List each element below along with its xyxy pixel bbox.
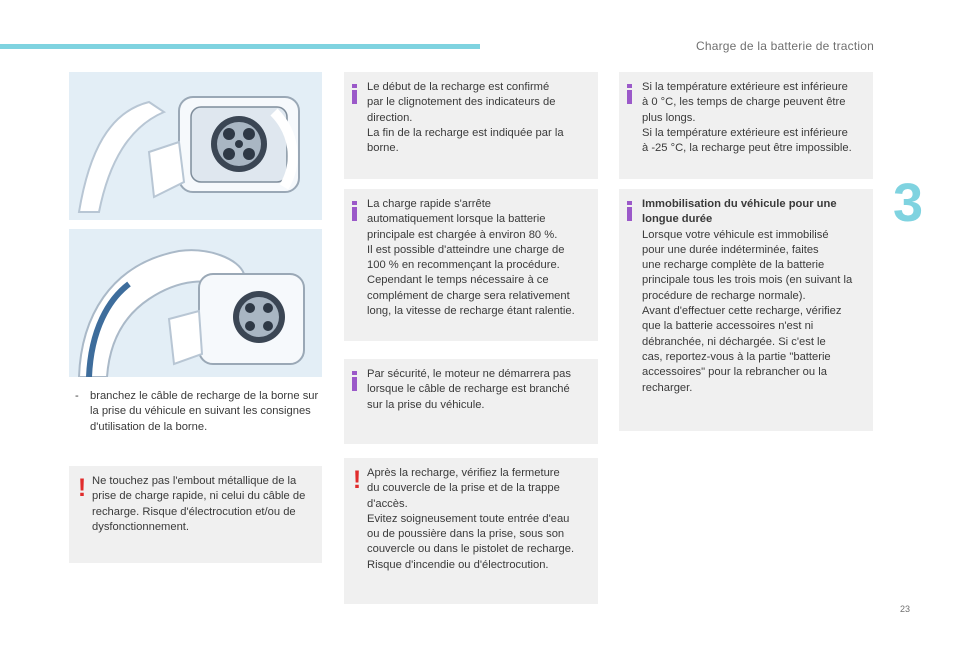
info-body: Lorsque votre véhicule est immobilisé pour une durée indéterminée, faites une recharge complète de la batterie principale tous les trois mois (en suivant la procédure de recharge normale). Avant d'effectuer cette recharge, vérifiez que la batterie accessoires n'est ni débranchée, ni déchargée. Si c'est le cas, reportez-vous à la partie "batterie accessoires" pour la rebrancher ou la recharger. <box>642 228 853 394</box>
info-text: Si la température extérieure est inférieure à 0 °C, les temps de charge peuvent être plus longs. Si la température extérieure est inférieure à -25 °C, la recharge peut être impossible. <box>642 81 852 155</box>
header-accent-bar <box>0 44 480 49</box>
info-icon <box>352 201 357 221</box>
warning-icon: ! <box>77 474 87 502</box>
chapter-title: Charge de la batterie de traction <box>695 39 874 53</box>
info-title: Immobilisation du véhicule pour une longue durée <box>642 198 837 226</box>
charging-port-drawing <box>69 72 322 220</box>
instruction-text: branchez le câble de recharge de la borne sur la prise du véhicule en suivant les consignes d'utilisation de la borne. <box>90 390 319 433</box>
info-box-temperature <box>619 72 873 179</box>
info-icon <box>627 201 632 221</box>
charging-cable-illustration <box>69 229 322 377</box>
info-box-safety-engine <box>344 359 598 444</box>
chapter-number: 3 <box>893 173 924 233</box>
connect-cable-instruction <box>75 389 320 435</box>
info-text <box>642 197 865 396</box>
info-box-charge-start <box>344 72 598 179</box>
warning-text: Après la recharge, vérifiez la fermeture du couvercle de la prise et de la trappe d'accès. Evitez soigneusement toute entrée d'eau ou de poussière dans la prise, sous son couvercle ou dans le pistolet de recharge. Risque d'incendie ou d'électrocution. <box>367 467 575 571</box>
info-icon <box>352 84 357 104</box>
charging-port-illustration <box>69 72 322 220</box>
info-box-immobilisation <box>619 189 873 431</box>
charging-cable-drawing <box>69 229 322 377</box>
page-number: 23 <box>900 604 911 614</box>
info-box-fast-charge <box>344 189 598 341</box>
warning-box-after-charge <box>344 458 598 604</box>
warning-text: Ne touchez pas l'embout métallique de la prise de charge rapide, ni celui du câble de recharge. Risque d'électrocution et/ou de dysfonctionnement. <box>92 475 306 533</box>
list-dash: - <box>75 390 79 402</box>
info-icon <box>352 371 357 391</box>
warning-box-metal-tip <box>69 466 322 563</box>
info-text: La charge rapide s'arrête automatiquement lorsque la batterie principale est chargée à environ 80 %. Il est possible d'atteindre une charge de 100 % en recommençant la procédure. Cependant le temps nécessaire à ce complément de charge sera relativement long, la vitesse de recharge étant ralentie. <box>367 198 575 318</box>
warning-icon: ! <box>352 466 362 494</box>
info-text: Le début de la recharge est confirmé par le clignotement des indicateurs de direction. La fin de la recharge est indiquée par la borne. <box>367 81 564 155</box>
info-text: Par sécurité, le moteur ne démarrera pas lorsque le câble de recharge est branché sur la prise du véhicule. <box>367 368 571 411</box>
info-icon <box>627 84 632 104</box>
